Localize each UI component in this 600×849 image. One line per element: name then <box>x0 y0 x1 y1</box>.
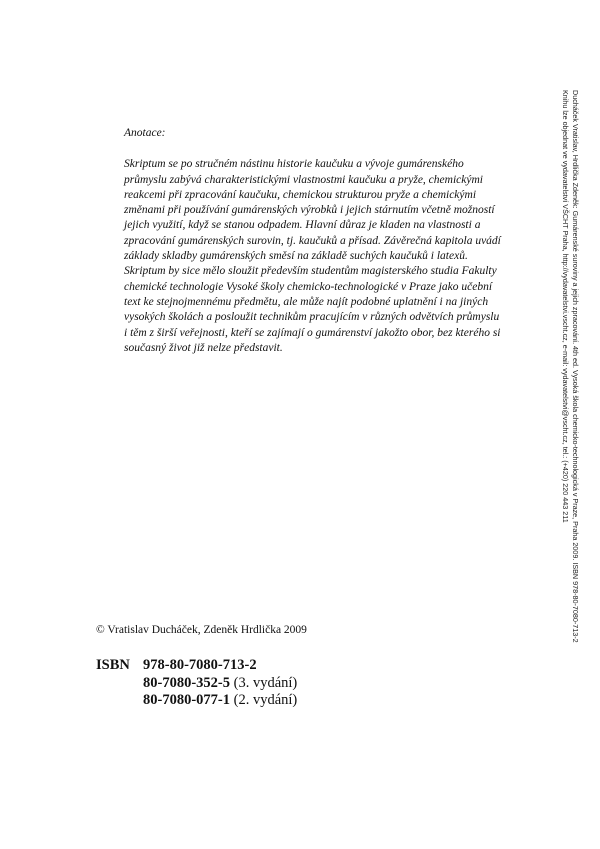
annotation-line: Skriptum se po stručném nástinu historie kaučuku a vývoje gumárenského <box>124 158 464 171</box>
annotation-line: i těm z širší veřejnosti, kteří se zajímají o gumárenství jakožto obor, bez kterého si <box>124 326 501 339</box>
annotation-body <box>124 157 501 356</box>
annotation-line: Skriptum by sice mělo sloužit především studentům magisterského studia Fakulty <box>124 265 497 278</box>
isbn-row <box>96 657 297 675</box>
annotation-line: jejich využití, když se stanou odpadem. Hlavní důraz je kladen na vlastnosti a <box>124 219 481 232</box>
isbn-number: 978-80-7080-713-2 <box>143 657 257 673</box>
annotation-line: zpracování gumárenských surovin, tj. kaučuků a přísad. Závěrečná kapitola uvádí <box>124 234 501 247</box>
isbn-block <box>96 657 297 710</box>
isbn-label: ISBN <box>96 657 130 673</box>
annotation-line: chemické technologie Vysoké školy chemicko-technologické v Praze jako učební <box>124 280 493 293</box>
annotation-line: současný život již nelze představit. <box>124 341 283 354</box>
isbn-number: 80-7080-352-5 <box>143 674 230 691</box>
citation-line: Ducháček Vratislav, Hrdlička Zdeněk: Gumárenské suroviny a jejich zpracování. 4th ed. Vysoká škola chemicko-technologická v Praze, Praha 2009. ISBN 978-80-7080-713-2 <box>571 90 580 643</box>
isbn-row <box>96 692 297 710</box>
annotation-line: změnami při používání gumárenských výrobků i jejich stárnutím včetně možností <box>124 204 495 217</box>
annotation-line: základy skladby gumárenských směsí na základě suchých kaučuků i latexů. <box>124 250 468 263</box>
copyright-notice: © Vratislav Ducháček, Zdeněk Hrdlička 2009 <box>96 624 307 636</box>
isbn-row <box>96 675 297 693</box>
ordering-info-line: Knihu lze objednat ve vydavatelství VŠCHT Praha, http://vydavatelstvi.vscht.cz, e-mail: vydavatelstvi@vscht.cz, tel.: (+420) 220 443 211 <box>561 90 571 523</box>
isbn-number: 80-7080-077-1 <box>143 692 230 708</box>
isbn-edition: (3. vydání) <box>230 674 298 691</box>
citation-note <box>561 90 580 643</box>
annotation-heading: Anotace: <box>124 127 166 139</box>
annotation-section <box>124 126 501 356</box>
annotation-line: reakcemi při zpracování kaučuku, chemickou strukturou pryže a chemickými <box>124 188 477 201</box>
annotation-line: vysokých školách a posloužit technikům pracujícím v různých odvětvích průmyslu <box>124 311 500 324</box>
annotation-line: text ke stejnojmennému předmětu, ale může najít podobné uplatnění i na jiných <box>124 295 489 308</box>
annotation-line: průmyslu zabývá charakteristickými vlastnostmi kaučuku a pryže, chemickými <box>124 173 483 186</box>
isbn-edition: (2. vydání) <box>230 692 298 708</box>
